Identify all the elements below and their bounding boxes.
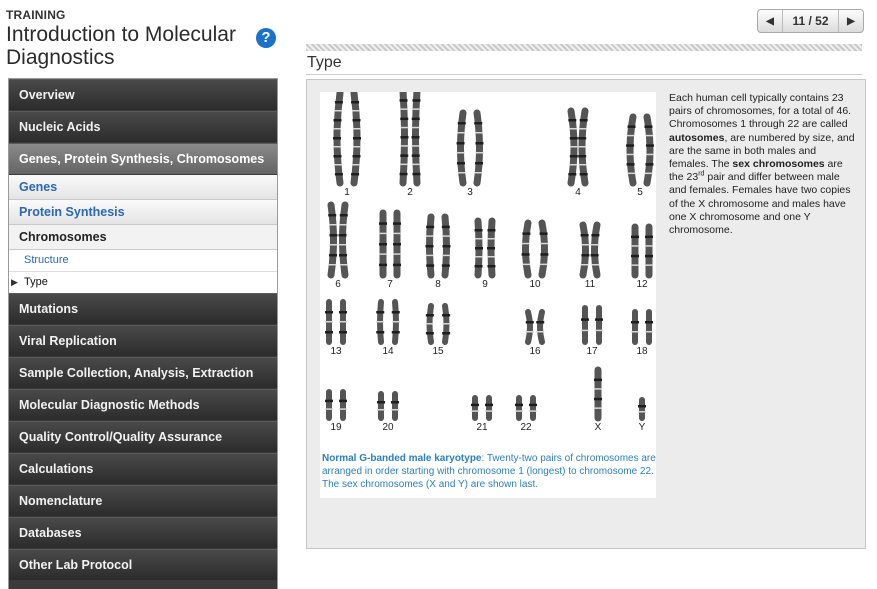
desc-part-1: Each human cell typically contains 23 pairs of chromosomes, for a total of 46. Chromosomes 1 through 22 are called — [669, 92, 852, 131]
chromosome-band — [475, 256, 483, 258]
chromosome-x — [594, 370, 602, 433]
chromosome-band — [540, 232, 548, 235]
chromosome-band — [475, 132, 483, 134]
chromosome-label: 20 — [382, 422, 394, 433]
chromatid — [526, 223, 529, 275]
chromosome-band — [333, 119, 341, 122]
chromatid — [540, 312, 542, 342]
chromosome-band — [475, 162, 483, 165]
chromosome-band — [391, 409, 399, 411]
chromosome-band — [401, 136, 409, 139]
chromosome-band — [333, 128, 341, 130]
chromosome-band — [628, 173, 636, 175]
chromosome-label: 11 — [584, 279, 596, 290]
chromosome-label: 6 — [335, 279, 341, 290]
chromosome-band — [529, 410, 537, 412]
sidebar-item-mutations[interactable]: Mutations — [9, 293, 277, 324]
chromosome-band — [379, 253, 387, 255]
chromosome-label: 12 — [636, 279, 648, 290]
chromosome-label: 18 — [636, 346, 648, 357]
chromosome-band — [376, 311, 384, 314]
chromosome-band — [328, 214, 336, 217]
chromosome-band — [329, 244, 337, 246]
chromosome-band — [400, 99, 408, 102]
chromosome-band — [581, 244, 589, 246]
chromosome-band — [645, 135, 653, 137]
chromosome-band — [339, 254, 347, 257]
sidebar-subitem-protein-synthesis[interactable]: Protein Synthesis — [9, 200, 277, 225]
sidebar-item-databases[interactable]: Databases — [9, 517, 277, 548]
chromosome-label: 19 — [330, 422, 342, 433]
chromosome-11 — [581, 225, 600, 290]
chromosome-band — [474, 172, 482, 174]
chromosome-band — [412, 154, 420, 157]
chromosome-band — [646, 144, 654, 147]
chromosome-band — [529, 404, 537, 407]
chromosome-label: 2 — [407, 187, 413, 198]
chromosome-band — [638, 411, 646, 413]
chromosome-band — [412, 118, 420, 121]
chromosome-band — [580, 119, 588, 122]
chromatid — [542, 223, 545, 275]
chromosome-band — [487, 229, 495, 232]
sidebar-item-other-lab-protocol[interactable]: Other Lab Protocol — [9, 549, 277, 580]
chromosome-band — [515, 404, 523, 407]
chromosome-band — [631, 236, 639, 239]
chromosome-band — [379, 233, 387, 235]
chromosome-band — [645, 255, 653, 257]
chromosome-6 — [328, 205, 348, 290]
chromosome-band — [594, 379, 602, 382]
chromosome-band — [353, 128, 361, 130]
sidebar-subsub-list — [9, 250, 277, 293]
chromosome-band — [581, 254, 589, 257]
chromosome-band — [627, 163, 635, 166]
chromosome-band — [475, 152, 483, 154]
chromosome-15 — [426, 306, 451, 357]
page-counter: 11 / 52 — [782, 10, 839, 32]
chromosome-band — [353, 137, 361, 140]
chromosome-band — [474, 122, 482, 125]
chromosome-band — [325, 408, 333, 410]
chromosome-band — [442, 235, 450, 237]
figure-caption — [322, 452, 658, 491]
chromosome-band — [631, 245, 639, 247]
chromosome-band — [376, 321, 384, 323]
sidebar-nav — [8, 78, 278, 589]
sidebar-item-quality-control[interactable]: Quality Control/Quality Assurance — [9, 421, 277, 452]
course-header — [6, 8, 271, 69]
desc-superscript: rd — [698, 170, 705, 178]
sidebar-subsub-structure[interactable]: Structure — [24, 254, 69, 266]
sidebar-subsub-type-label: Type — [24, 276, 48, 288]
chromosome-band — [457, 152, 465, 154]
chromosome-band — [594, 407, 602, 409]
sidebar-item-viral-replication[interactable]: Viral Replication — [9, 325, 277, 356]
chromosome-band — [458, 172, 466, 174]
chromosome-band — [352, 110, 360, 112]
sidebar-subsub-type[interactable] — [9, 272, 277, 293]
chromosome-band — [442, 226, 450, 229]
sidebar-item-sample-collection[interactable]: Sample Collection, Analysis, Extraction — [9, 357, 277, 388]
chromosome-band — [426, 323, 434, 325]
chromosome-band — [457, 162, 465, 165]
chromosome-band — [325, 321, 333, 323]
chromosome-band — [442, 255, 450, 257]
chromosome-band — [628, 125, 636, 128]
chromosome-band — [540, 243, 548, 245]
chromosome-band — [339, 331, 347, 334]
chromosome-band — [581, 234, 589, 237]
sidebar-item-nomenclature[interactable]: Nomenclature — [9, 485, 277, 516]
chromosome-band — [339, 408, 347, 410]
chromosome-band — [568, 119, 576, 122]
chromosome-band — [591, 234, 599, 237]
chromosome-band — [329, 234, 337, 237]
desc-term-autosomes: autosomes — [669, 131, 725, 144]
chromosome-label: 16 — [529, 346, 541, 357]
title-divider — [306, 74, 862, 75]
chromosome-label: 17 — [586, 346, 598, 357]
chromosome-band — [536, 331, 544, 333]
chromosome-band — [379, 222, 387, 225]
chromosome-band — [579, 128, 587, 130]
chromosome-band — [340, 264, 348, 266]
chromosome-band — [392, 311, 400, 314]
chromosome-band — [570, 155, 578, 158]
chromosome-band — [578, 146, 586, 148]
chromosome-band — [568, 173, 576, 176]
chromosome-label: 4 — [575, 187, 581, 198]
chromosome-16 — [526, 312, 544, 357]
chromosome-band — [377, 401, 385, 404]
chromosome-band — [485, 410, 493, 412]
chromosome-band — [626, 154, 634, 156]
chromosome-band — [580, 173, 588, 176]
chromosome-band — [335, 101, 343, 104]
desc-part-4: pair and differ between male and females. Females have two copies of the X chromosome and males have one X chromosome and one Y chromosome. — [669, 171, 851, 237]
chromosome-label: 22 — [520, 422, 532, 433]
chromosome-label: 7 — [387, 279, 393, 290]
chromosome-band — [325, 331, 333, 334]
chromosome-5 — [626, 117, 654, 198]
chromosome-band — [333, 146, 341, 148]
chromosome-band — [570, 137, 578, 140]
chromosome-band — [443, 323, 451, 325]
chromosome-19 — [325, 392, 347, 433]
chromosome-band — [475, 238, 483, 240]
chromosome-band — [581, 264, 589, 266]
chromatid — [595, 225, 598, 275]
chromosome-band — [644, 125, 652, 128]
chromosome-band — [631, 321, 639, 324]
chromosome-band — [595, 330, 603, 332]
chromosome-10 — [522, 223, 549, 290]
chromosome-label: 10 — [529, 279, 541, 290]
chromosome-band — [442, 314, 450, 317]
chromosome-band — [339, 244, 347, 246]
chromosome-band — [578, 137, 586, 140]
chromosome-band — [412, 145, 420, 147]
chromosome-band — [400, 118, 408, 121]
chromosome-band — [540, 253, 548, 256]
chromosome-band — [487, 247, 495, 250]
chromosome-band — [645, 236, 653, 239]
chromosome-band — [426, 245, 434, 248]
chromosome-band — [391, 401, 399, 404]
chromosome-band — [570, 146, 578, 148]
chromosome-band — [412, 173, 420, 176]
desc-term-sex-chromosomes: sex chromosomes — [732, 158, 825, 171]
chromosome-band — [400, 173, 408, 176]
chromosome-label: 15 — [432, 346, 444, 357]
chromosome-band — [426, 235, 434, 237]
chromosome-band — [594, 388, 602, 390]
chromosome-band — [400, 154, 408, 157]
page-title: Type — [307, 54, 342, 71]
chromosome-band — [594, 398, 602, 401]
chromosome-band — [412, 99, 420, 102]
chromosome-band — [379, 243, 387, 246]
chromatid — [583, 225, 586, 275]
chromosome-band — [339, 311, 347, 314]
chromosome-band — [540, 264, 548, 266]
chromosome-band — [627, 135, 635, 137]
chromosome-band — [339, 321, 347, 323]
chromosome-band — [645, 264, 653, 266]
chromosome-band — [581, 318, 589, 321]
chromosome-band — [426, 226, 434, 229]
chromosome-band — [471, 404, 479, 407]
chromosome-band — [487, 256, 495, 258]
help-icon[interactable]: ? — [256, 28, 276, 48]
chromosome-band — [328, 264, 336, 266]
chromosome-band — [352, 164, 360, 166]
chromosome-band — [645, 331, 653, 333]
chromosome-band — [475, 229, 483, 232]
chromosome-band — [426, 264, 434, 267]
sidebar-item-calculations[interactable]: Calculations — [9, 453, 277, 484]
chromosome-band — [426, 314, 434, 317]
caption-title: Normal G-banded male karyotype — [322, 453, 482, 464]
chromosome-20 — [377, 394, 399, 433]
next-page-button[interactable]: ▶ — [847, 15, 855, 27]
chromosome-9 — [475, 221, 496, 290]
chromosome-band — [353, 119, 361, 122]
chromosome-band — [379, 264, 387, 267]
desc-part-3: are the 23 — [669, 158, 843, 184]
chromatid — [528, 312, 530, 342]
chromosome-band — [333, 137, 341, 140]
chromosome-band — [377, 409, 385, 411]
chromosome-band — [631, 255, 639, 257]
description-text — [669, 92, 857, 237]
chromosome-band — [522, 243, 530, 245]
chromosome-band — [626, 144, 634, 147]
chromosome-label: 5 — [637, 187, 643, 198]
chromosome-band — [591, 254, 599, 257]
chromosome-band — [329, 224, 337, 226]
chromosome-band — [393, 233, 401, 235]
sidebar-item-molecular-diagnostic-methods[interactable]: Molecular Diagnostic Methods — [9, 389, 277, 420]
chromosome-band — [442, 332, 450, 335]
chromosome-band — [475, 247, 483, 250]
chromosome-label: 13 — [330, 346, 342, 357]
chromosome-7 — [379, 213, 401, 290]
chromosome-band — [475, 142, 483, 145]
chromosome-band — [457, 142, 465, 145]
chromosome-17 — [581, 308, 603, 357]
chromosome-band — [579, 164, 587, 166]
chromosome-band — [443, 245, 451, 248]
current-page-marker-icon: ▶ — [11, 277, 18, 287]
chromosome-22 — [515, 398, 537, 433]
chromosome-12 — [631, 227, 653, 290]
chromosome-band — [400, 108, 408, 110]
chromosome-band — [595, 318, 603, 321]
chromosome-band — [329, 254, 337, 257]
chromosome-3 — [457, 113, 484, 198]
chromosome-14 — [376, 302, 400, 357]
title-stripe — [306, 44, 862, 51]
chromosome-band — [526, 331, 534, 333]
chromosome-band — [412, 136, 420, 139]
karyotype-figure — [320, 92, 656, 498]
karyotype-image — [320, 92, 656, 452]
chromosome-band — [515, 410, 523, 412]
chromosome-band — [487, 238, 495, 240]
course-eyebrow: TRAINING — [6, 8, 66, 22]
chromosome-band — [487, 265, 495, 268]
chromosome-band — [392, 331, 400, 334]
chromosome-label: 9 — [482, 279, 488, 290]
chromosome-band — [426, 332, 434, 335]
chromosome-band — [400, 127, 408, 129]
chromosome-2 — [400, 92, 421, 198]
sidebar-item-nucleic-acids[interactable]: Nucleic Acids — [9, 111, 277, 142]
chromosome-band — [400, 145, 408, 147]
chromosome-band — [392, 321, 400, 323]
chromosome-band — [591, 244, 599, 246]
chromosome-band — [351, 101, 359, 104]
chromosome-21 — [471, 398, 493, 433]
chromosome-band — [400, 164, 408, 166]
chromosome-band — [325, 311, 333, 314]
chromosome-band — [569, 164, 577, 166]
chromosome-8 — [426, 217, 451, 290]
chromosome-band — [644, 173, 652, 175]
chromosome-band — [340, 214, 348, 217]
chromosome-band — [569, 128, 577, 130]
sidebar-item-genes-protein-synthesis-chromosomes[interactable]: Genes, Protein Synthesis, Chromosomes — [9, 143, 277, 174]
sidebar-subitem-genes[interactable]: Genes — [9, 175, 277, 200]
chromosome-18 — [631, 312, 653, 357]
chromosome-band — [638, 405, 646, 408]
chromosome-band — [412, 127, 420, 129]
chromosome-band — [485, 404, 493, 407]
chromosome-band — [645, 163, 653, 166]
chromosome-y — [638, 400, 646, 433]
chromosome-label: 21 — [476, 422, 488, 433]
chromosome-band — [412, 164, 420, 166]
chromosome-label: 1 — [344, 187, 350, 198]
chromosome-band — [646, 154, 654, 156]
chromosome-band — [645, 321, 653, 324]
chromosome-band — [536, 321, 544, 324]
chromosome-band — [339, 234, 347, 237]
chromosome-band — [333, 155, 341, 158]
chromosome-band — [631, 264, 639, 266]
chromosome-band — [475, 265, 483, 268]
chromosome-band — [645, 245, 653, 247]
chromosome-band — [457, 132, 465, 134]
chromosome-band — [526, 321, 534, 324]
chromosome-label: 3 — [467, 187, 473, 198]
chromosome-band — [581, 330, 589, 332]
chromosome-band — [631, 331, 639, 333]
sidebar-subitem-chromosomes[interactable]: Chromosomes — [9, 225, 277, 250]
chromosome-band — [353, 146, 361, 148]
content-panel — [306, 79, 866, 549]
desc-part-2: , are numbered by size, and are the same in both males and females. The — [669, 131, 855, 171]
chromosome-band — [458, 122, 466, 125]
chromosome-band — [339, 224, 347, 226]
chromosome-band — [353, 155, 361, 158]
chromosome-band — [376, 331, 384, 334]
chromosome-band — [426, 255, 434, 257]
sidebar-item-overview[interactable]: Overview — [9, 79, 277, 110]
chromosome-band — [339, 400, 347, 403]
chromosome-4 — [568, 111, 587, 198]
chromosome-band — [334, 110, 342, 112]
caption-text: : Twenty-two pairs of chromosomes are arranged in order starting with chromosome 1 (longest) to chromosome 22. The sex chromosomes (X and Y) are shown last. — [322, 453, 656, 490]
chromosome-band — [522, 253, 530, 256]
chromosome-label: 8 — [435, 279, 441, 290]
course-title: Introduction to Molecular Diagnostics — [6, 23, 236, 69]
chromosome-band — [393, 243, 401, 246]
chromosome-band — [412, 108, 420, 110]
pager — [757, 9, 864, 33]
chromosome-band — [471, 410, 479, 412]
chromosome-band — [578, 155, 586, 158]
chromosome-band — [393, 222, 401, 225]
chromosome-label: X — [594, 422, 602, 433]
chromosome-band — [522, 264, 530, 266]
chromosome-band — [393, 253, 401, 255]
chromosome-band — [442, 264, 450, 267]
chromosome-band — [591, 264, 599, 266]
chromosome-label: 14 — [382, 346, 394, 357]
chromosome-band — [325, 400, 333, 403]
prev-page-button[interactable]: ◀ — [766, 15, 774, 27]
chromosome-label: Y — [638, 422, 646, 433]
chromosome-band — [351, 173, 359, 176]
chromosome-13 — [325, 302, 347, 357]
chromosome-band — [522, 232, 530, 235]
chromosome-1 — [333, 93, 361, 198]
chromosome-band — [393, 264, 401, 267]
chromosome-band — [334, 164, 342, 166]
chromosome-band — [335, 173, 343, 176]
